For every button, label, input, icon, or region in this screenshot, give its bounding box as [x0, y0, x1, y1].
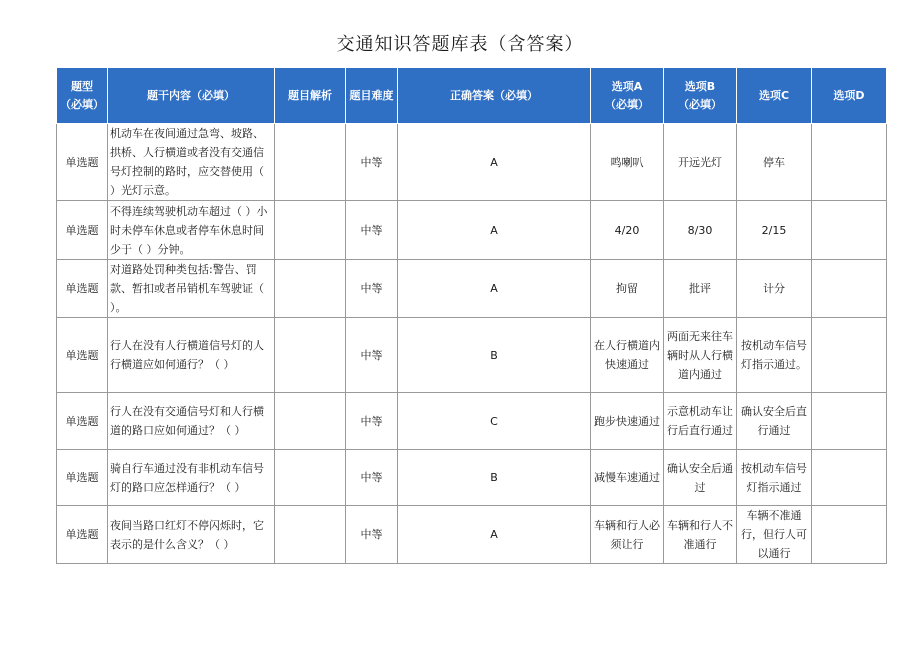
cell-option-a: 在人行横道内快速通过 — [591, 318, 664, 393]
cell-option-d — [812, 201, 887, 260]
cell-option-b: 8/30 — [664, 201, 737, 260]
cell-analysis — [275, 260, 346, 318]
cell-option-c: 停车 — [737, 124, 812, 201]
cell-option-c: 按机动车信号灯指示通过 — [737, 450, 812, 506]
cell-option-a: 跑步快速通过 — [591, 393, 664, 450]
cell-type: 单选题 — [57, 124, 108, 201]
cell-difficulty: 中等 — [346, 201, 398, 260]
table-row — [57, 506, 887, 564]
cell-option-d — [812, 506, 887, 564]
cell-option-b: 开远光灯 — [664, 124, 737, 201]
cell-option-b: 批评 — [664, 260, 737, 318]
cell-option-d — [812, 393, 887, 450]
cell-option-d — [812, 450, 887, 506]
cell-question: 夜间当路口红灯不停闪烁时，它表示的是什么含义？（ ） — [108, 506, 275, 564]
cell-answer: A — [398, 260, 591, 318]
cell-question: 行人在没有人行横道信号灯的人行横道应如何通行？（ ） — [108, 318, 275, 393]
header-option-d: 选项D — [812, 68, 887, 124]
table-header-row — [57, 68, 887, 124]
cell-question: 行人在没有交通信号灯和人行横道的路口应如何通过？（ ） — [108, 393, 275, 450]
cell-option-b: 确认安全后通过 — [664, 450, 737, 506]
cell-analysis — [275, 124, 346, 201]
cell-answer: A — [398, 201, 591, 260]
cell-option-c: 确认安全后直行通过 — [737, 393, 812, 450]
cell-option-a: 4/20 — [591, 201, 664, 260]
cell-option-d — [812, 260, 887, 318]
cell-answer: A — [398, 124, 591, 201]
cell-difficulty: 中等 — [346, 450, 398, 506]
page-title: 交通知识答题库表（含答案） — [336, 34, 584, 55]
cell-option-b: 两面无来往车辆时从人行横道内通过 — [664, 318, 737, 393]
header-question: 题干内容（必填） — [108, 68, 275, 124]
table-row — [57, 124, 887, 201]
cell-answer: B — [398, 450, 591, 506]
cell-answer: C — [398, 393, 591, 450]
cell-option-a: 鸣喇叭 — [591, 124, 664, 201]
table-row — [57, 201, 887, 260]
cell-type: 单选题 — [57, 450, 108, 506]
cell-question: 不得连续驾驶机动车超过（ ）小时未停车休息或者停车休息时间少于（ ）分钟。 — [108, 201, 275, 260]
cell-option-c: 按机动车信号灯指示通过。 — [737, 318, 812, 393]
cell-answer: B — [398, 318, 591, 393]
cell-question: 机动车在夜间通过急弯、坡路、拱桥、人行横道或者没有交通信号灯控制的路时，应交替使用（ ）光灯示意。 — [108, 124, 275, 201]
cell-analysis — [275, 450, 346, 506]
cell-question: 对道路处罚种类包括:警告、罚款、暂扣或者吊销机车驾驶证（ ）。 — [108, 260, 275, 318]
cell-difficulty: 中等 — [346, 393, 398, 450]
header-option-b: 选项B （必填） — [664, 68, 737, 124]
cell-option-d — [812, 124, 887, 201]
cell-type: 单选题 — [57, 201, 108, 260]
header-answer: 正确答案（必填） — [398, 68, 591, 124]
cell-option-c: 2/15 — [737, 201, 812, 260]
cell-option-c: 车辆不准通行，但行人可以通行 — [737, 506, 812, 564]
cell-difficulty: 中等 — [346, 124, 398, 201]
cell-analysis — [275, 318, 346, 393]
cell-analysis — [275, 393, 346, 450]
cell-option-a: 车辆和行人必须让行 — [591, 506, 664, 564]
header-analysis: 题目解析 — [275, 68, 346, 124]
cell-option-c: 计分 — [737, 260, 812, 318]
cell-option-b: 示意机动车让行后直行通过 — [664, 393, 737, 450]
table-row — [57, 318, 887, 393]
table-row — [57, 393, 887, 450]
header-type: 题型 （必填） — [57, 68, 108, 124]
cell-option-d — [812, 318, 887, 393]
cell-option-a: 拘留 — [591, 260, 664, 318]
cell-type: 单选题 — [57, 318, 108, 393]
cell-analysis — [275, 201, 346, 260]
cell-answer: A — [398, 506, 591, 564]
cell-option-b: 车辆和行人不准通行 — [664, 506, 737, 564]
cell-difficulty: 中等 — [346, 318, 398, 393]
header-option-c: 选项C — [737, 68, 812, 124]
cell-difficulty: 中等 — [346, 506, 398, 564]
cell-type: 单选题 — [57, 393, 108, 450]
header-option-a: 选项A （必填） — [591, 68, 664, 124]
question-bank-table — [56, 67, 887, 564]
cell-difficulty: 中等 — [346, 260, 398, 318]
table-row — [57, 450, 887, 506]
cell-type: 单选题 — [57, 506, 108, 564]
table-row — [57, 260, 887, 318]
cell-analysis — [275, 506, 346, 564]
header-difficulty: 题目难度 — [346, 68, 398, 124]
cell-type: 单选题 — [57, 260, 108, 318]
cell-question: 骑自行车通过没有非机动车信号灯的路口应怎样通行？（ ） — [108, 450, 275, 506]
cell-option-a: 减慢车速通过 — [591, 450, 664, 506]
